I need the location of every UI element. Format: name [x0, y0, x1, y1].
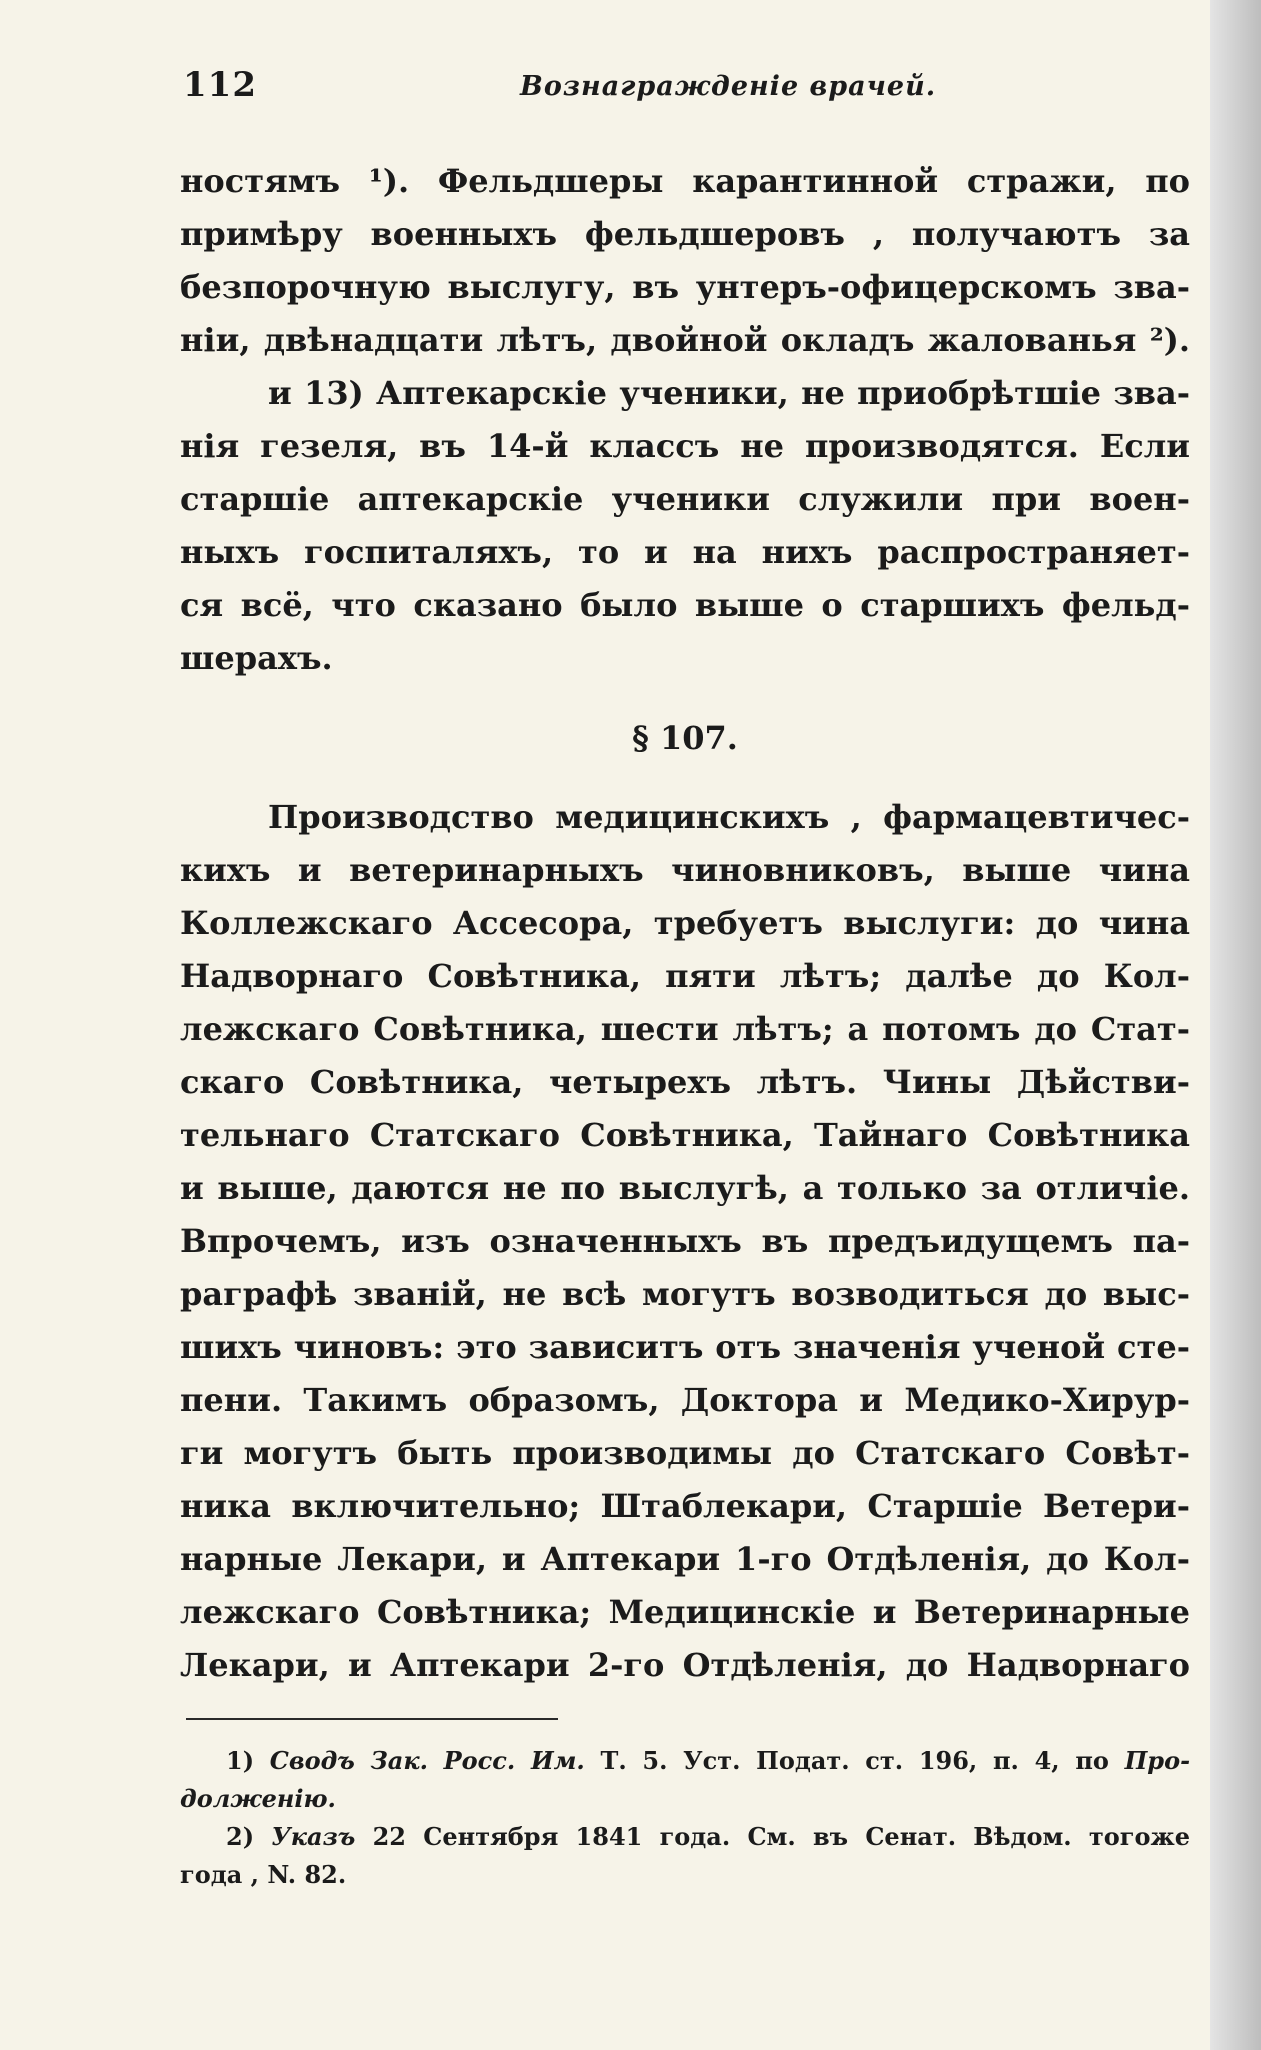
- text-line: ныхъ госпиталяхъ, то и на нихъ распространяет-: [180, 533, 1190, 571]
- text-line: нiи, двѣнадцати лѣтъ, двойной окладъ жалованья ²).: [180, 321, 1190, 359]
- body-text: [180, 155, 1190, 1692]
- text-line: ги могутъ быть производимы до Статскаго Совѣт-: [180, 1434, 1190, 1472]
- text-line: раграфѣ званiй, не всѣ могутъ возводиться до выс-: [180, 1275, 1190, 1313]
- text-line: нiя гезеля, въ 14-й классъ не производятся. Если: [180, 427, 1190, 465]
- footnote-rule: [186, 1718, 558, 1720]
- running-title: Вознагражденіе врачей.: [520, 71, 937, 102]
- text-line: нарные Лекари, и Аптекари 1-го Отдѣленiя, до Кол-: [180, 1540, 1190, 1578]
- footnote-2-continuation: года , N. 82.: [180, 1860, 347, 1889]
- text-line: безпорочную выслугу, въ унтеръ-офицерскомъ зва-: [180, 268, 1190, 306]
- section-heading: § 107.: [632, 719, 738, 757]
- text-line: скаго Совѣтника, четырехъ лѣтъ. Чины Дѣйстви-: [180, 1063, 1190, 1101]
- footnote-citation: Про-: [1124, 1746, 1191, 1775]
- text-line: Коллежскаго Ассесора, требуетъ выслуги: до чина: [180, 904, 1190, 942]
- footnote-marker: 2): [226, 1822, 255, 1851]
- footnote-marker: 1): [226, 1746, 255, 1775]
- footnote-citation: Сводъ Зак. Росс. Им.: [269, 1746, 585, 1775]
- text-line: лежскаго Совѣтника, шести лѣтъ; а потомъ до Стат-: [180, 1010, 1190, 1048]
- text-line: пени. Такимъ образомъ, Доктора и Медико-Хирур-: [180, 1381, 1190, 1419]
- text-line: старшiе аптекарскiе ученики служили при воен-: [180, 480, 1190, 518]
- text-line: кихъ и ветеринарныхъ чиновниковъ, выше чина: [180, 851, 1190, 889]
- footnote-text: Т. 5. Уст. Подат. ст. 196, п. 4, по: [600, 1746, 1109, 1775]
- text-line: Надворнаго Совѣтника, пяти лѣтъ; далѣе до Кол-: [180, 957, 1190, 995]
- footnote-1: [180, 1742, 1190, 1780]
- footnotes: [180, 1742, 1190, 1894]
- text-line: шерахъ.: [180, 639, 333, 677]
- text-line: шихъ чиновъ: это зависитъ отъ значенiя ученой сте-: [180, 1328, 1190, 1366]
- footnote-citation: Указъ: [271, 1822, 356, 1851]
- text-line: ся всё, что сказано было выше о старшихъ фельд-: [180, 586, 1190, 624]
- text-line: Впрочемъ, изъ означенныхъ въ предъидущемъ па-: [180, 1222, 1190, 1260]
- text-line: тельнаго Статскаго Совѣтника, Тайнаго Совѣтника: [180, 1116, 1190, 1154]
- text-line: ностямъ ¹). Фельдшеры карантинной стражи, по: [180, 162, 1190, 200]
- text-line: и 13) Аптекарскiе ученики, не приобрѣтшiе зва-: [268, 374, 1190, 412]
- footnote-text: 22 Сентября 1841 года. См. въ Сенат. Вѣдом. тогоже: [372, 1822, 1190, 1851]
- text-line: Производство медицинскихъ , фармацевтичес-: [268, 798, 1190, 836]
- text-line: лежскаго Совѣтника; Медицинскiе и Ветеринарные: [180, 1593, 1190, 1631]
- text-line: ника включительно; Штаблекари, Старшiе Ветери-: [180, 1487, 1190, 1525]
- text-line: примѣру военныхъ фельдшеровъ , получаютъ за: [180, 215, 1190, 253]
- text-line: и выше, даются не по выслугѣ, а только за отличiе.: [180, 1169, 1190, 1207]
- text-line: Лекари, и Аптекари 2-го Отдѣленiя, до Надворнаго: [180, 1646, 1190, 1684]
- page-number: 112: [183, 65, 257, 105]
- footnote-1-continuation: долженiю.: [180, 1784, 336, 1813]
- running-head: [183, 65, 1193, 115]
- footnote-2: [180, 1818, 1190, 1856]
- page-edge: [1210, 0, 1261, 2050]
